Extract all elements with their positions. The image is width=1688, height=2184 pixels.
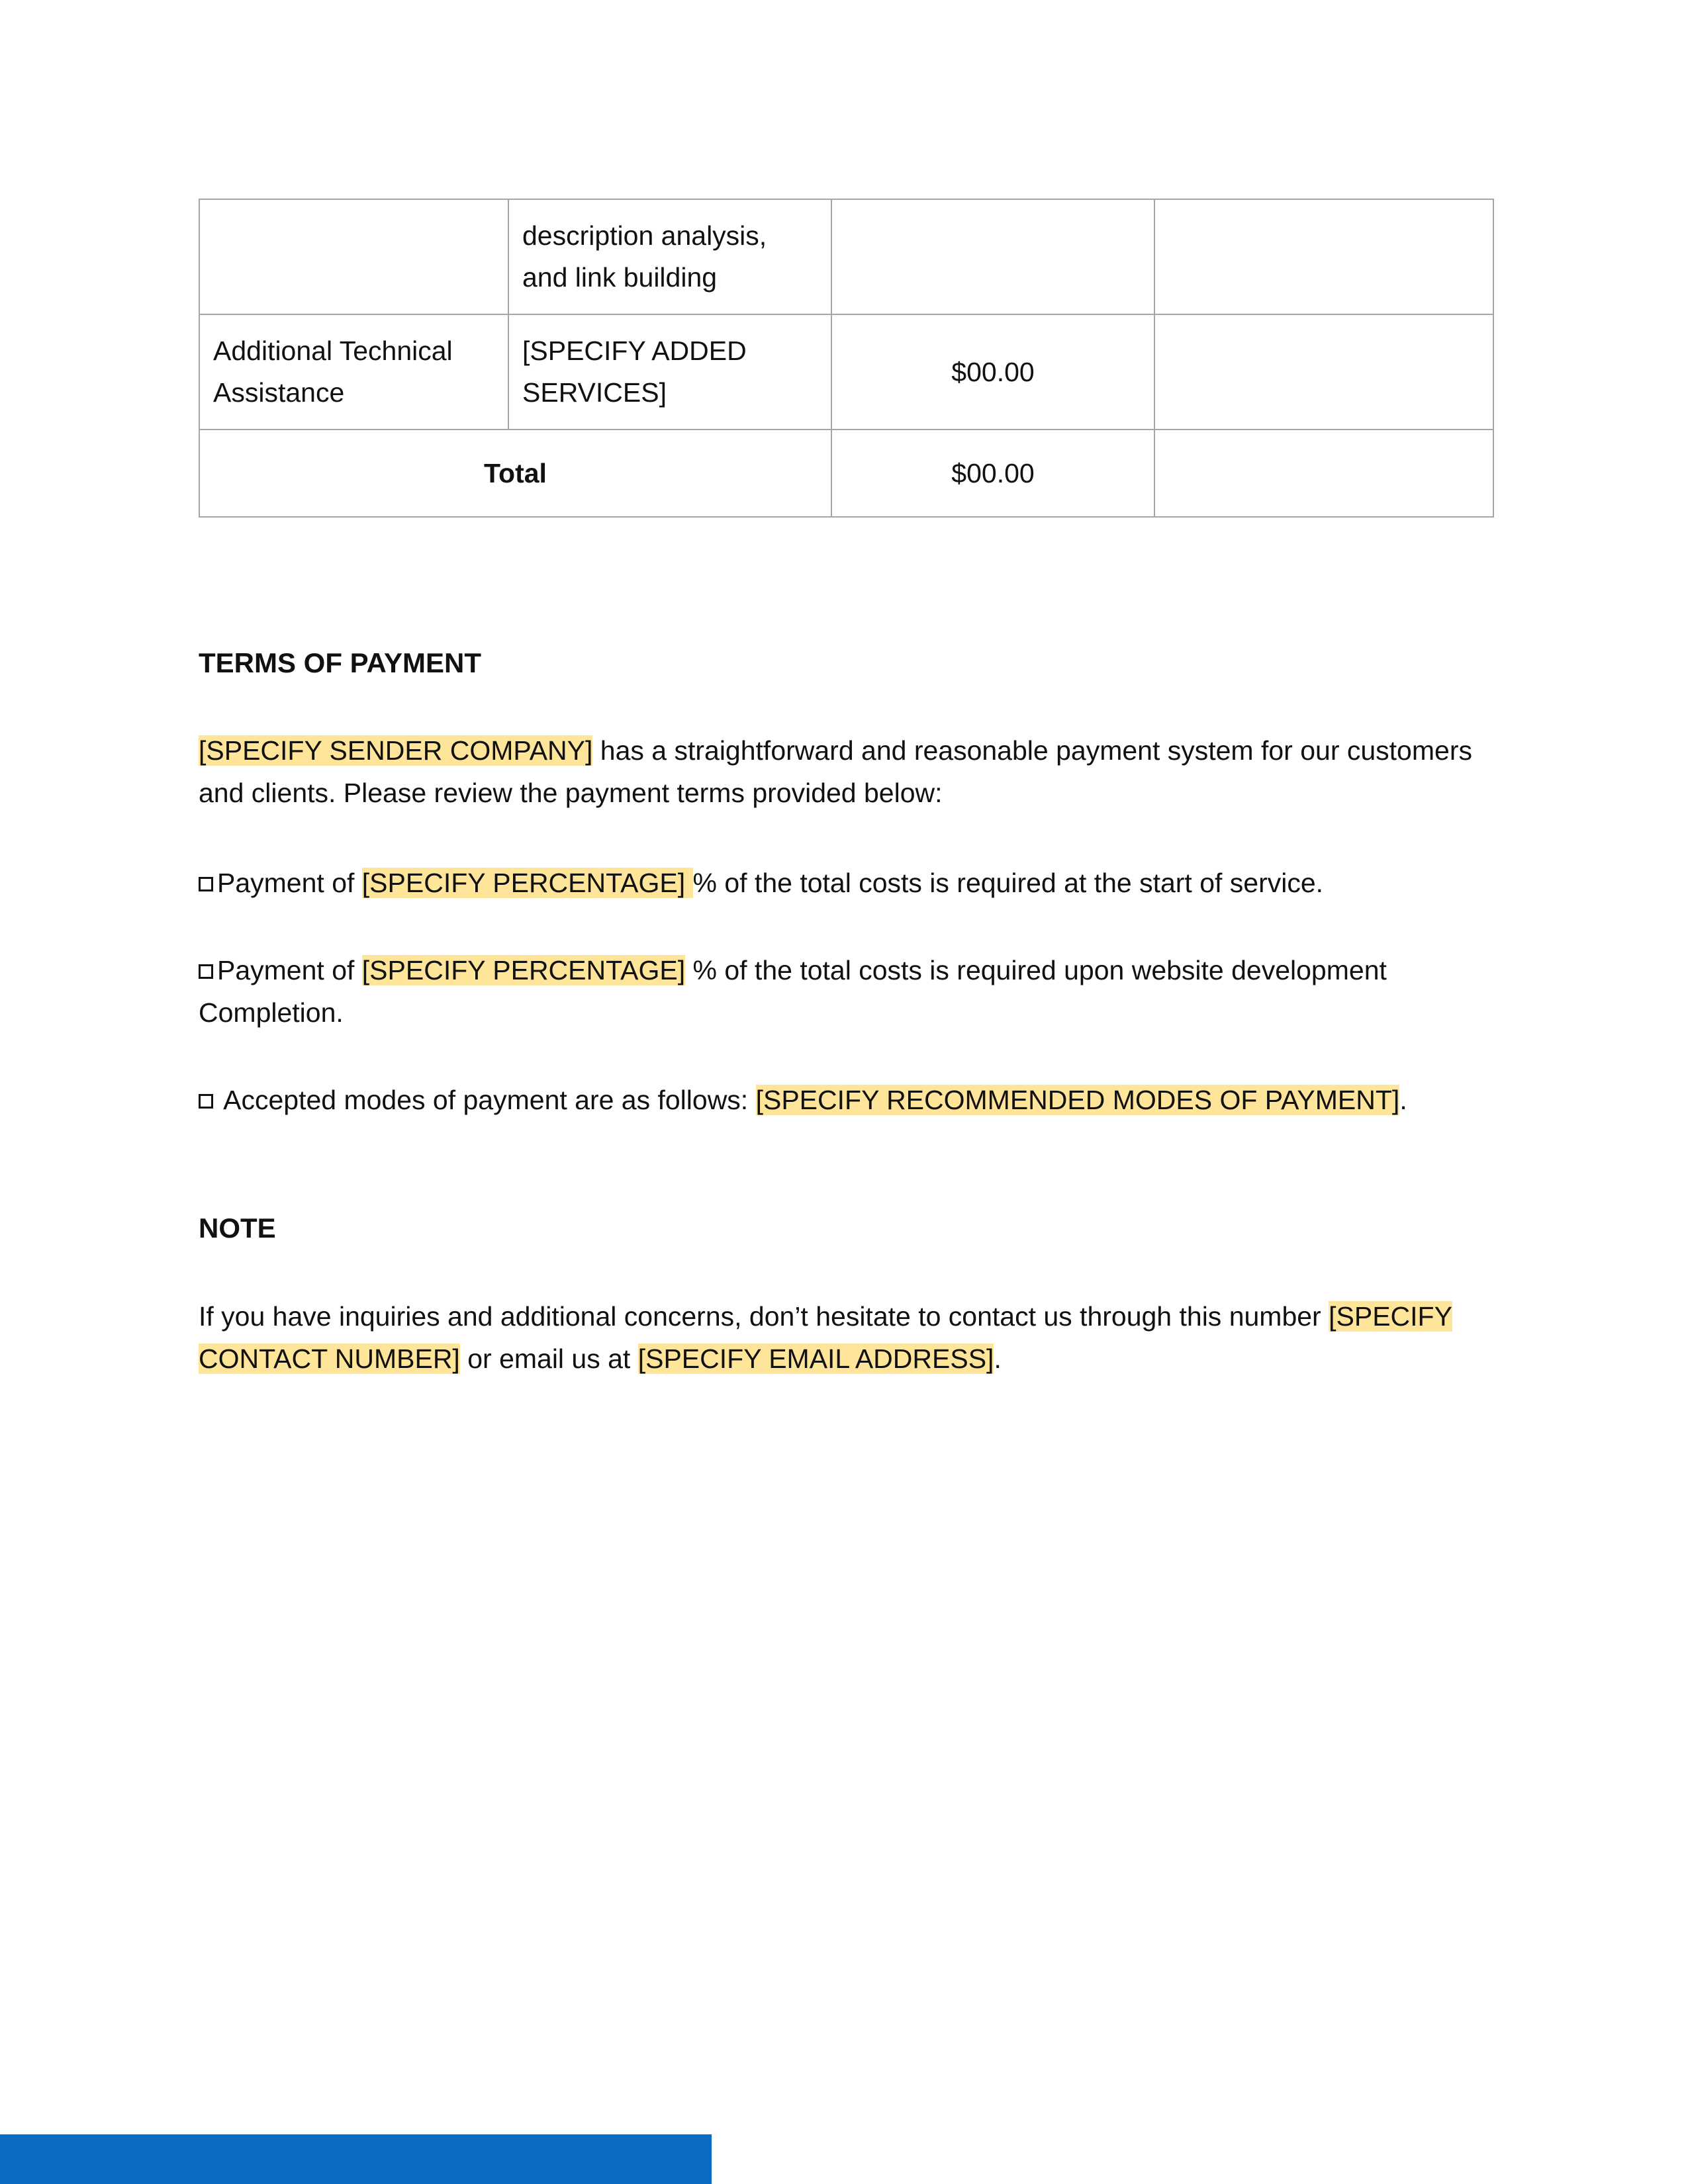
table-cell-service [199,314,508,430]
total-amount: $00.00 [831,430,1154,517]
term-prefix: Payment of [217,955,362,985]
terms-heading: TERMS OF PAYMENT [199,647,482,678]
cell-text-line: SERVICES] [522,377,667,408]
total-label: Total [199,430,831,517]
term-suffix: % of the total costs is required at the start of service. [692,868,1324,898]
table-row [199,314,1493,430]
cell-text-line: Assistance [213,377,345,408]
note-text-part: . [994,1343,1002,1374]
term-suffix: . [1399,1085,1407,1115]
placeholder-sender-company: [SPECIFY SENDER COMPANY] [199,735,593,766]
note-text [199,1295,1496,1380]
table-cell [1154,430,1493,517]
note-heading: NOTE [199,1212,276,1244]
placeholder-contact-number: [SPECIFY CONTACT NUMBER] [199,1301,1452,1374]
table-cell-price: $00.00 [831,314,1154,430]
terms-intro-text: has a straightforward and reasonable payment system for our customers and clients. Please review the payment terms provided below: [199,735,1472,808]
cell-text-line: Additional Technical [213,336,453,366]
placeholder-percentage: [SPECIFY PERCENTAGE] [361,955,686,985]
placeholder-email-address: [SPECIFY EMAIL ADDRESS] [637,1343,994,1374]
cell-text-line: description analysis, [522,220,767,251]
table-cell-description [508,314,831,430]
cell-text-line: [SPECIFY ADDED [522,336,747,366]
table-cell [1154,314,1493,430]
table-cell [831,199,1154,314]
footer-accent-bar [0,2134,712,2184]
table-row-total [199,430,1493,517]
checkbox-icon [199,877,213,891]
terms-intro [199,729,1496,814]
pricing-table [199,199,1494,518]
term-prefix: Accepted modes of payment are as follows: [217,1085,756,1115]
term-prefix: Payment of [217,868,362,898]
table-row [199,199,1493,314]
payment-term-2 [199,949,1496,1034]
payment-term-1 [199,862,1496,904]
payment-term-3 [199,1079,1496,1121]
cell-text-line: and link building [522,262,718,293]
table-cell [1154,199,1493,314]
checkbox-icon [199,1094,213,1109]
table-cell-description [508,199,831,314]
placeholder-percentage: [SPECIFY PERCENTAGE] [361,868,693,898]
term-suffix: % of the total costs is required upon website development Completion. [199,955,1387,1028]
placeholder-payment-modes: [SPECIFY RECOMMENDED MODES OF PAYMENT] [755,1085,1400,1115]
note-text-part: or email us at [459,1343,638,1374]
note-text-part: If you have inquiries and additional concerns, don’t hesitate to contact us through this number [199,1301,1329,1332]
table-cell [199,199,508,314]
checkbox-icon [199,964,213,979]
